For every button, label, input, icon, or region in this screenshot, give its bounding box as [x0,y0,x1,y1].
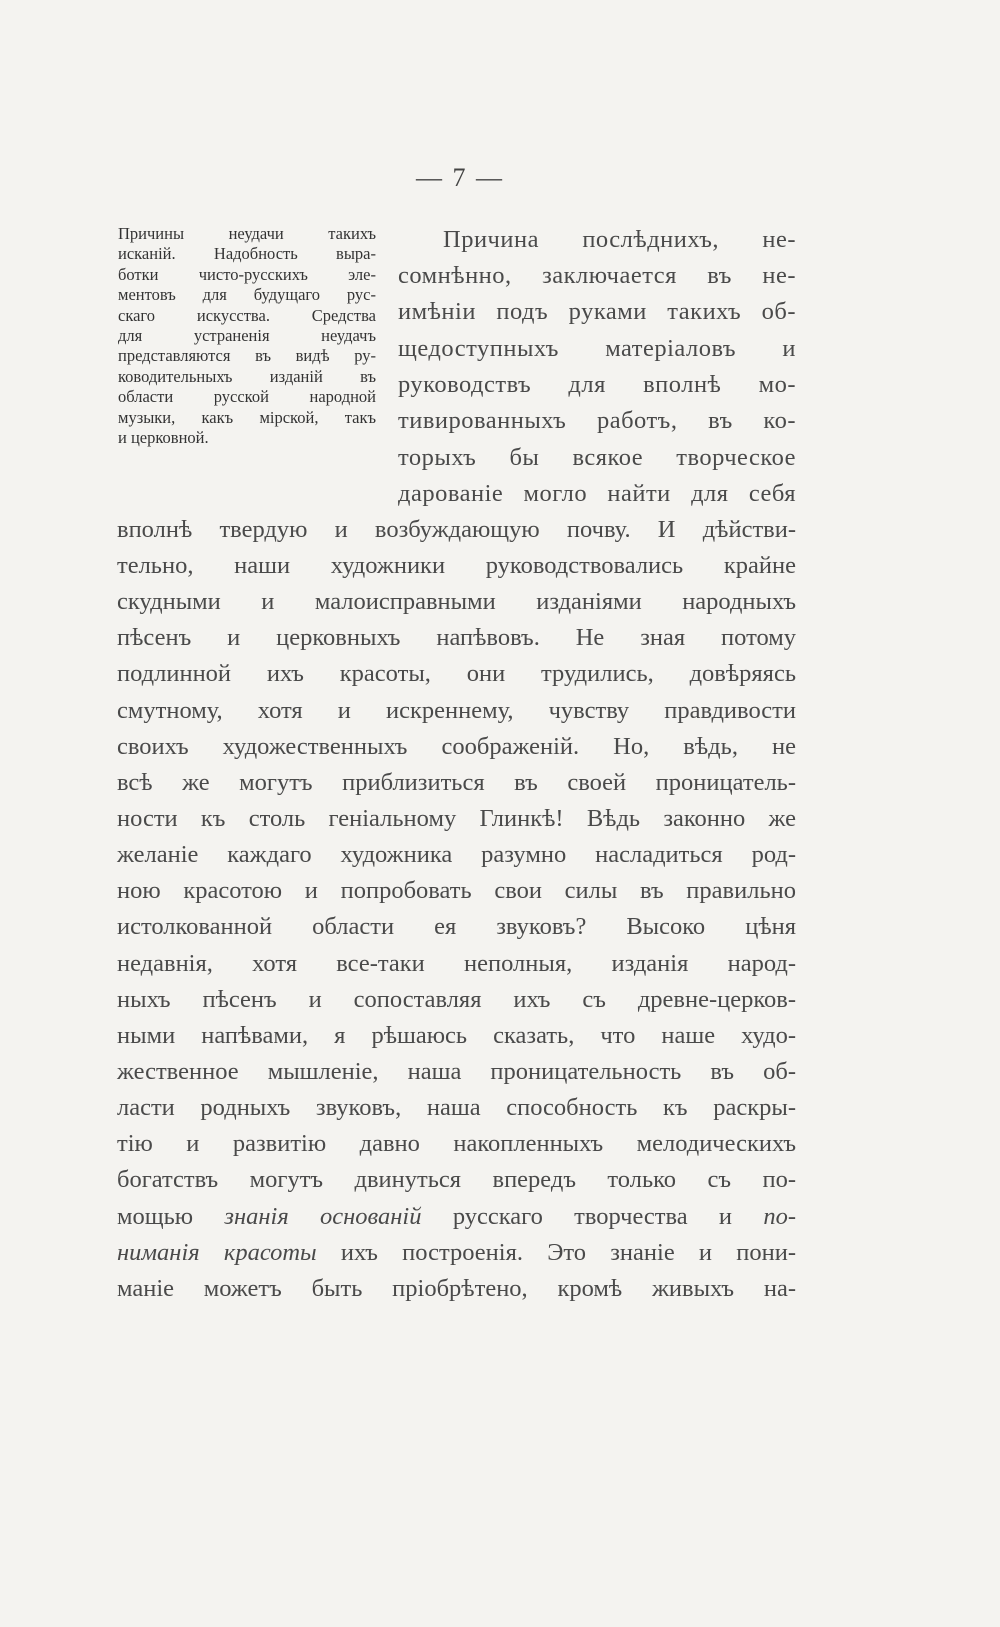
body-text-span: русскаго творчества и [452,1203,733,1230]
body-line: сомнѣнно, заключается въ не- [398,262,796,289]
body-line: ныхъ пѣсенъ и сопоставляя ихъ съ древне-церков- [117,986,796,1013]
body-line: подлинной ихъ красоты, они трудились, довѣряясь [117,660,796,687]
body-line: дарованіе могло найти для себя [398,480,796,507]
body-line: щедоступныхъ матеріаловъ и [398,335,796,362]
body-line: ласти родныхъ звуковъ, наша способность къ раскры- [117,1094,796,1121]
body-text-span: ихъ построенія. Это знаніе и пони- [340,1239,796,1266]
margin-note-line: представляются въ видѣ ру- [118,346,376,366]
body-line [117,1199,796,1235]
margin-note-line: исканій. Надобность выра- [118,244,376,264]
body-line: смутному, хотя и искреннему, чувству правдивости [117,697,796,724]
margin-note-line: ботки чисто-русскихъ эле- [118,264,376,284]
margin-note-line: для устраненія неудачъ [118,326,376,346]
body-line: истолкованной области ея звуковъ? Высоко цѣня [117,913,796,940]
body-line: вполнѣ твердую и возбуждающую почву. И дѣйстви- [117,516,796,543]
body-line: богатствъ могутъ двинуться впередъ только съ по- [117,1166,796,1193]
margin-note-line: и церковной. [118,428,209,448]
body-line: тивированныхъ работъ, въ ко- [398,407,796,434]
body-line: жественное мышленіе, наша проницательность въ об- [117,1058,796,1085]
body-line: Причина послѣднихъ, не- [443,226,796,253]
emphasis-text: по- [763,1203,797,1230]
margin-note-line: скаго искусства. Средства [118,305,376,325]
body-line: маніе можетъ быть пріобрѣтено, кромѣ живыхъ на- [117,1275,796,1302]
body-line [117,1235,796,1271]
body-line: всѣ же могутъ приблизиться въ своей проницатель- [117,769,796,796]
body-text-span: мощью [117,1203,194,1230]
margin-note-line: ководительныхъ изданій въ [118,366,376,386]
page-number: — 7 — [416,163,504,192]
body-line: ными напѣвами, я рѣшаюсь сказать, что наше худо- [117,1022,796,1049]
body-line: недавнія, хотя все-таки неполныя, изданія народ- [117,950,796,977]
margin-note-line: ментовъ для будущаго рус- [118,285,376,305]
body-line: имѣніи подъ руками такихъ об- [398,298,796,325]
body-line: скудными и малоисправными изданіями народныхъ [117,588,796,615]
body-line: руководствъ для вполнѣ мо- [398,371,796,398]
emphasis-text: знанія основаній [224,1203,422,1230]
margin-note-line: Причины неудачи такихъ [118,224,376,243]
body-line: пѣсенъ и церковныхъ напѣвовъ. Не зная потому [117,624,796,651]
body-line: торыхъ бы всякое творческое [398,444,796,471]
body-line: тельно, наши художники руководствовались крайне [117,552,796,579]
margin-note-line: музыки, какъ мірской, такъ [118,407,376,427]
body-line: тію и развитію давно накопленныхъ мелодическихъ [117,1130,796,1157]
body-line: ною красотою и попробовать свои силы въ правильно [117,877,796,904]
body-line: своихъ художественныхъ соображеній. Но, вѣдь, не [117,733,796,760]
margin-note [118,224,376,448]
body-line: желаніе каждаго художника разумно насладиться род- [117,841,796,868]
margin-note-line: области русской народной [118,387,376,407]
emphasis-text: ниманія красоты [117,1239,317,1266]
body-line: ности къ столь геніальному Глинкѣ! Вѣдь законно же [117,805,796,832]
